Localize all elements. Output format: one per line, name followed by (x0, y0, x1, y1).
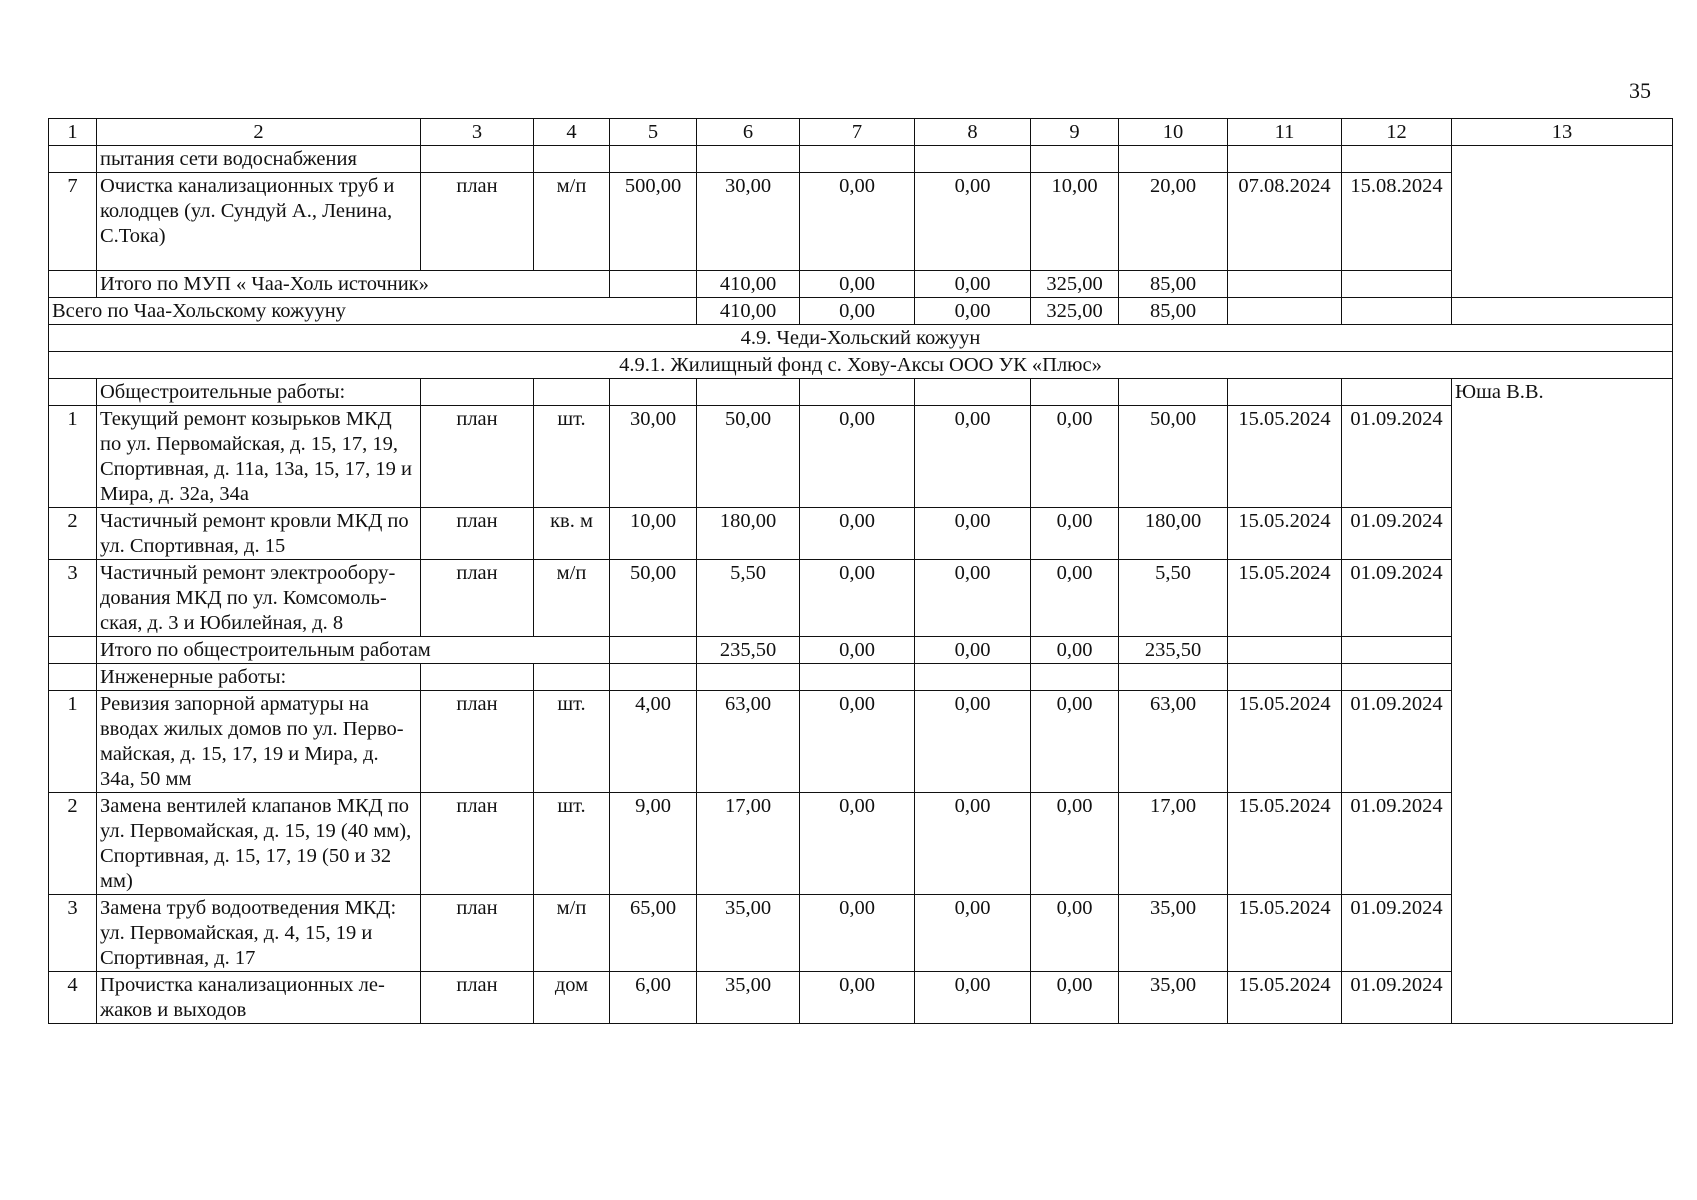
value-col10: 85,00 (1119, 298, 1228, 325)
table-row (49, 972, 1673, 1024)
plan-type: план (421, 895, 534, 972)
section-row (49, 325, 1673, 352)
value-col6: 17,00 (697, 793, 800, 895)
value-col9: 0,00 (1031, 895, 1119, 972)
value-col9: 0,00 (1031, 637, 1119, 664)
value-col8: 0,00 (915, 793, 1031, 895)
value-col8: 0,00 (915, 298, 1031, 325)
plan-type: план (421, 406, 534, 508)
value-col10: 17,00 (1119, 793, 1228, 895)
value-col9: 0,00 (1031, 972, 1119, 1024)
value-col7: 0,00 (800, 691, 915, 793)
subtotal-label: Итого по общестроительным работам (97, 637, 610, 664)
value-col9: 325,00 (1031, 298, 1119, 325)
value-col9: 0,00 (1031, 406, 1119, 508)
subtotal-row (49, 637, 1673, 664)
value-col7: 0,00 (800, 298, 915, 325)
header-cell: 5 (610, 119, 697, 146)
value-col6: 30,00 (697, 173, 800, 271)
end-date: 15.08.2024 (1342, 173, 1452, 271)
header-cell: 11 (1228, 119, 1342, 146)
plan-type: план (421, 173, 534, 271)
value-col6: 35,00 (697, 972, 800, 1024)
value-col6: 63,00 (697, 691, 800, 793)
header-cell: 12 (1342, 119, 1452, 146)
value-col8: 0,00 (915, 406, 1031, 508)
section-title: 4.9. Чеди-Хольский кожуун (49, 325, 1673, 352)
value-col7: 0,00 (800, 406, 915, 508)
end-date: 01.09.2024 (1342, 508, 1452, 560)
start-date: 15.05.2024 (1228, 895, 1342, 972)
header-cell: 13 (1452, 119, 1673, 146)
plan-type: план (421, 560, 534, 637)
row-number: 1 (49, 406, 97, 508)
start-date: 15.05.2024 (1228, 560, 1342, 637)
row-number: 4 (49, 972, 97, 1024)
value-col7: 0,00 (800, 508, 915, 560)
table-row (49, 560, 1673, 637)
unit: шт. (534, 793, 610, 895)
subtotal-label: Итого по МУП « Чаа-Холь источник» (97, 271, 610, 298)
unit: м/п (534, 173, 610, 271)
unit: м/п (534, 895, 610, 972)
row-number: 3 (49, 895, 97, 972)
value-col9: 325,00 (1031, 271, 1119, 298)
table-row (49, 895, 1673, 972)
start-date: 15.05.2024 (1228, 972, 1342, 1024)
value-col9: 0,00 (1031, 508, 1119, 560)
value-col8: 0,00 (915, 560, 1031, 637)
header-cell: 10 (1119, 119, 1228, 146)
end-date: 01.09.2024 (1342, 406, 1452, 508)
quantity: 10,00 (610, 508, 697, 560)
work-name: Замена труб водоотведения МКД: ул. Первомайская, д. 4, 15, 19 и Спортивная, д. 17 (97, 895, 421, 972)
value-col10: 180,00 (1119, 508, 1228, 560)
value-col8: 0,00 (915, 508, 1031, 560)
header-cell: 7 (800, 119, 915, 146)
responsible-cell (1452, 146, 1673, 298)
unit: шт. (534, 691, 610, 793)
total-label: Всего по Чаа-Хольскому кожууну (49, 298, 697, 325)
start-date: 15.05.2024 (1228, 508, 1342, 560)
table-row (49, 406, 1673, 508)
column-number-header (49, 119, 1673, 146)
value-col6: 410,00 (697, 271, 800, 298)
value-col6: 235,50 (697, 637, 800, 664)
end-date: 01.09.2024 (1342, 972, 1452, 1024)
table-row (49, 173, 1673, 271)
start-date: 15.05.2024 (1228, 691, 1342, 793)
work-name: Частичный ремонт кровли МКД по ул. Спортивная, д. 15 (97, 508, 421, 560)
unit: дом (534, 972, 610, 1024)
quantity: 50,00 (610, 560, 697, 637)
value-col7: 0,00 (800, 560, 915, 637)
end-date: 01.09.2024 (1342, 793, 1452, 895)
row-number: 3 (49, 560, 97, 637)
row-number: 2 (49, 508, 97, 560)
work-name: Очистка канализационных труб и колодцев (ул. Сундуй А., Ленина, С.Тока) (97, 173, 421, 271)
subtotal-row (49, 271, 1673, 298)
value-col6: 5,50 (697, 560, 800, 637)
value-col7: 0,00 (800, 895, 915, 972)
table-row (49, 691, 1673, 793)
work-name: Ревизия запорной арматуры на вводах жилых домов по ул. Перво-майская, д. 15, 17, 19 и Мира, д. 34а, 50 мм (97, 691, 421, 793)
start-date: 07.08.2024 (1228, 173, 1342, 271)
quantity: 30,00 (610, 406, 697, 508)
quantity: 65,00 (610, 895, 697, 972)
start-date: 15.05.2024 (1228, 793, 1342, 895)
value-col7: 0,00 (800, 173, 915, 271)
value-col10: 35,00 (1119, 972, 1228, 1024)
value-col10: 35,00 (1119, 895, 1228, 972)
value-col6: 35,00 (697, 895, 800, 972)
end-date: 01.09.2024 (1342, 560, 1452, 637)
group-heading: Инженерные работы: (97, 664, 421, 691)
subsection-row (49, 352, 1673, 379)
value-col8: 0,00 (915, 637, 1031, 664)
work-name: Прочистка канализационных ле-жаков и выходов (97, 972, 421, 1024)
value-col10: 5,50 (1119, 560, 1228, 637)
quantity: 9,00 (610, 793, 697, 895)
value-col8: 0,00 (915, 972, 1031, 1024)
work-plan-table (48, 118, 1673, 1024)
plan-type: план (421, 793, 534, 895)
value-col9: 10,00 (1031, 173, 1119, 271)
group-heading: Общестроительные работы: (97, 379, 421, 406)
group-heading-row (49, 664, 1673, 691)
responsible-person: Юша В.В. (1452, 379, 1673, 1024)
value-col6: 180,00 (697, 508, 800, 560)
value-col10: 20,00 (1119, 173, 1228, 271)
plan-type: план (421, 508, 534, 560)
row-number: 7 (49, 173, 97, 271)
end-date: 01.09.2024 (1342, 691, 1452, 793)
quantity: 4,00 (610, 691, 697, 793)
end-date: 01.09.2024 (1342, 895, 1452, 972)
unit: кв. м (534, 508, 610, 560)
value-col10: 235,50 (1119, 637, 1228, 664)
value-col8: 0,00 (915, 895, 1031, 972)
work-name: Текущий ремонт козырьков МКД по ул. Первомайская, д. 15, 17, 19, Спортивная, д. 11а, 13а, 15, 17, 19 и Мира, д. 32а, 34а (97, 406, 421, 508)
value-col7: 0,00 (800, 972, 915, 1024)
header-cell: 9 (1031, 119, 1119, 146)
group-heading-row (49, 379, 1673, 406)
work-name: пытания сети водоснабжения (97, 146, 421, 173)
start-date: 15.05.2024 (1228, 406, 1342, 508)
quantity: 500,00 (610, 173, 697, 271)
work-name: Замена вентилей клапанов МКД по ул. Первомайская, д. 15, 19 (40 мм), Спортивная, д. 15, 17, 19 (50 и 32 мм) (97, 793, 421, 895)
unit: шт. (534, 406, 610, 508)
row-number: 2 (49, 793, 97, 895)
header-cell: 4 (534, 119, 610, 146)
value-col10: 63,00 (1119, 691, 1228, 793)
row-number: 1 (49, 691, 97, 793)
value-col9: 0,00 (1031, 560, 1119, 637)
header-cell: 6 (697, 119, 800, 146)
value-col6: 410,00 (697, 298, 800, 325)
value-col7: 0,00 (800, 271, 915, 298)
table-row (49, 793, 1673, 895)
value-col9: 0,00 (1031, 793, 1119, 895)
header-cell: 3 (421, 119, 534, 146)
value-col9: 0,00 (1031, 691, 1119, 793)
header-cell: 2 (97, 119, 421, 146)
page-number: 35 (1629, 78, 1651, 103)
header-cell: 8 (915, 119, 1031, 146)
header-cell: 1 (49, 119, 97, 146)
value-col10: 85,00 (1119, 271, 1228, 298)
value-col8: 0,00 (915, 173, 1031, 271)
plan-type: план (421, 691, 534, 793)
table-row (49, 508, 1673, 560)
value-col8: 0,00 (915, 691, 1031, 793)
table-row (49, 146, 1673, 173)
quantity: 6,00 (610, 972, 697, 1024)
value-col7: 0,00 (800, 637, 915, 664)
value-col6: 50,00 (697, 406, 800, 508)
total-row (49, 298, 1673, 325)
value-col10: 50,00 (1119, 406, 1228, 508)
plan-type: план (421, 972, 534, 1024)
unit: м/п (534, 560, 610, 637)
subsection-title: 4.9.1. Жилищный фонд с. Хову-Аксы ООО УК «Плюс» (49, 352, 1673, 379)
work-name: Частичный ремонт электрообору-дования МКД по ул. Комсомоль-ская, д. 3 и Юбилейная, д. 8 (97, 560, 421, 637)
value-col7: 0,00 (800, 793, 915, 895)
value-col8: 0,00 (915, 271, 1031, 298)
